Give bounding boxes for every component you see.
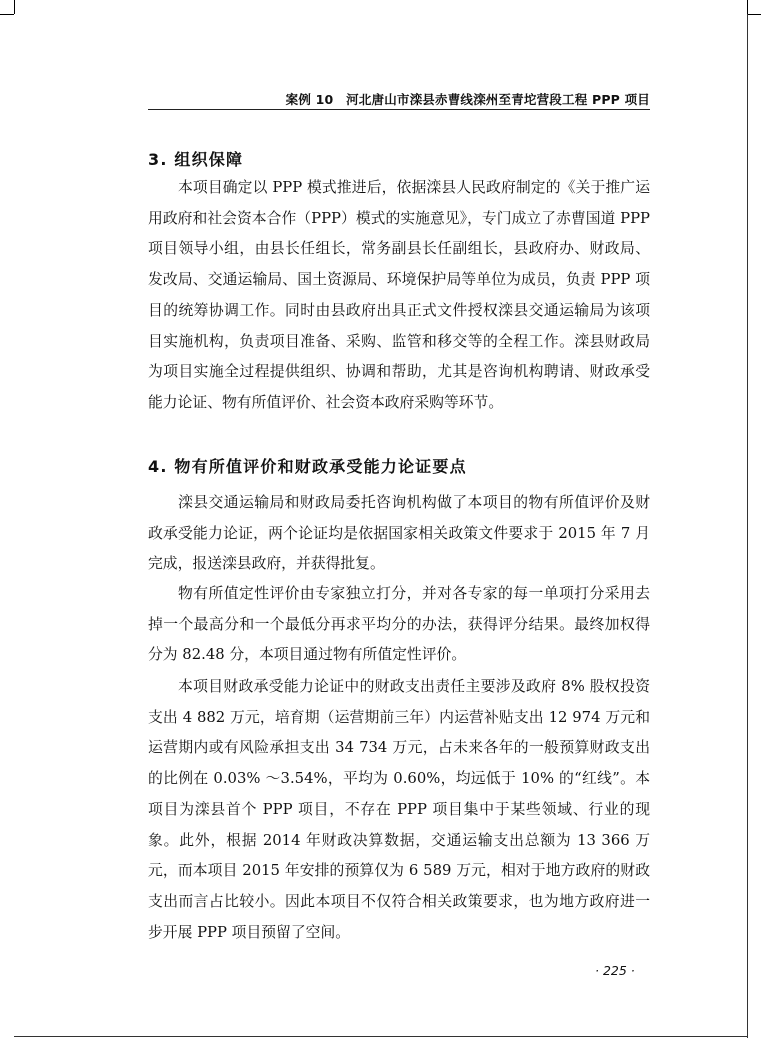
section-title-3: 3. 组织保障 [148, 150, 244, 169]
crop-mark-top-right-h [747, 14, 761, 15]
header-rule [148, 109, 650, 110]
section-4-paragraph-2: 物有所值定性评价由专家独立打分，并对各专家的每一单项打分采用去掉一个最高分和一个最低分再求平均分的办法，获得评分结果。最终加权得分为 82.48 分，本项目通过物有所值定性评价。 [148, 585, 650, 664]
crop-mark-top-left-v [14, 0, 15, 14]
crop-mark-top-right-v [747, 0, 748, 14]
page-edge-bottom [14, 1036, 748, 1037]
section-3-paragraph-1: 本项目确定以 PPP 模式推进后，依据滦县人民政府制定的《关于推广运用政府和社会资本合作（PPP）模式的实施意见》，专门成立了赤曹国道 PPP 项目领导小组，由县长任组长，常务副县长任副组长，县政府办、财政局、发改局、交通运输局、国土资源局、环境保护局等单位为成员，负责 PPP 项目的统筹协调工作。同时由县政府出具正式文件授权滦县交通运输局为该项目实施机构，负责项目准备、采购、监管和移交等的全程工作。滦县财政局为项目实施全过程提供组织、协调和帮助，尤其是咨询机构聘请、财政承受能力论证、物有所值评价、社会资本政府采购等环节。 [148, 179, 650, 411]
running-header: 案例 10 河北唐山市滦县赤曹线滦州至青坨营段工程 PPP 项目 [285, 92, 650, 107]
page-number: · 225 · [595, 963, 635, 978]
section-title-4: 4. 物有所值评价和财政承受能力论证要点 [148, 457, 467, 476]
page-edge-right [747, 14, 748, 1038]
crop-mark-top-left-h [0, 14, 14, 15]
section-4-paragraph-1: 滦县交通运输局和财政局委托咨询机构做了本项目的物有所值评价及财政承受能力论证，两个论证均是依据国家相关政策文件要求于 2015 年 7 月完成，报送滦县政府，并获得批复。 [148, 494, 650, 573]
section-4-paragraph-3: 本项目财政承受能力论证中的财政支出责任主要涉及政府 8% 股权投资支出 4 882 万元，培育期（运营期前三年）内运营补贴支出 12 974 万元和运营期内或有风险承担支出 34 734 万元，占未来各年的一般预算财政支出的比例在 0.03% ～3.54%，平均为 0.60%，均远低于 10% 的“红线”。本项目为滦县首个 PPP 项目，不存在 PPP 项目集中于某些领域、行业的现象。此外，根据 2014 年财政决算数据，交通运输支出总额为 13 366 万元，而本项目 2015 年安排的预算仅为 6 589 万元，相对于地方政府的财政支出而言占比较小。因此本项目不仅符合相关政策要求，也为地方政府进一步开展 PPP 项目预留了空间。 [148, 678, 650, 941]
